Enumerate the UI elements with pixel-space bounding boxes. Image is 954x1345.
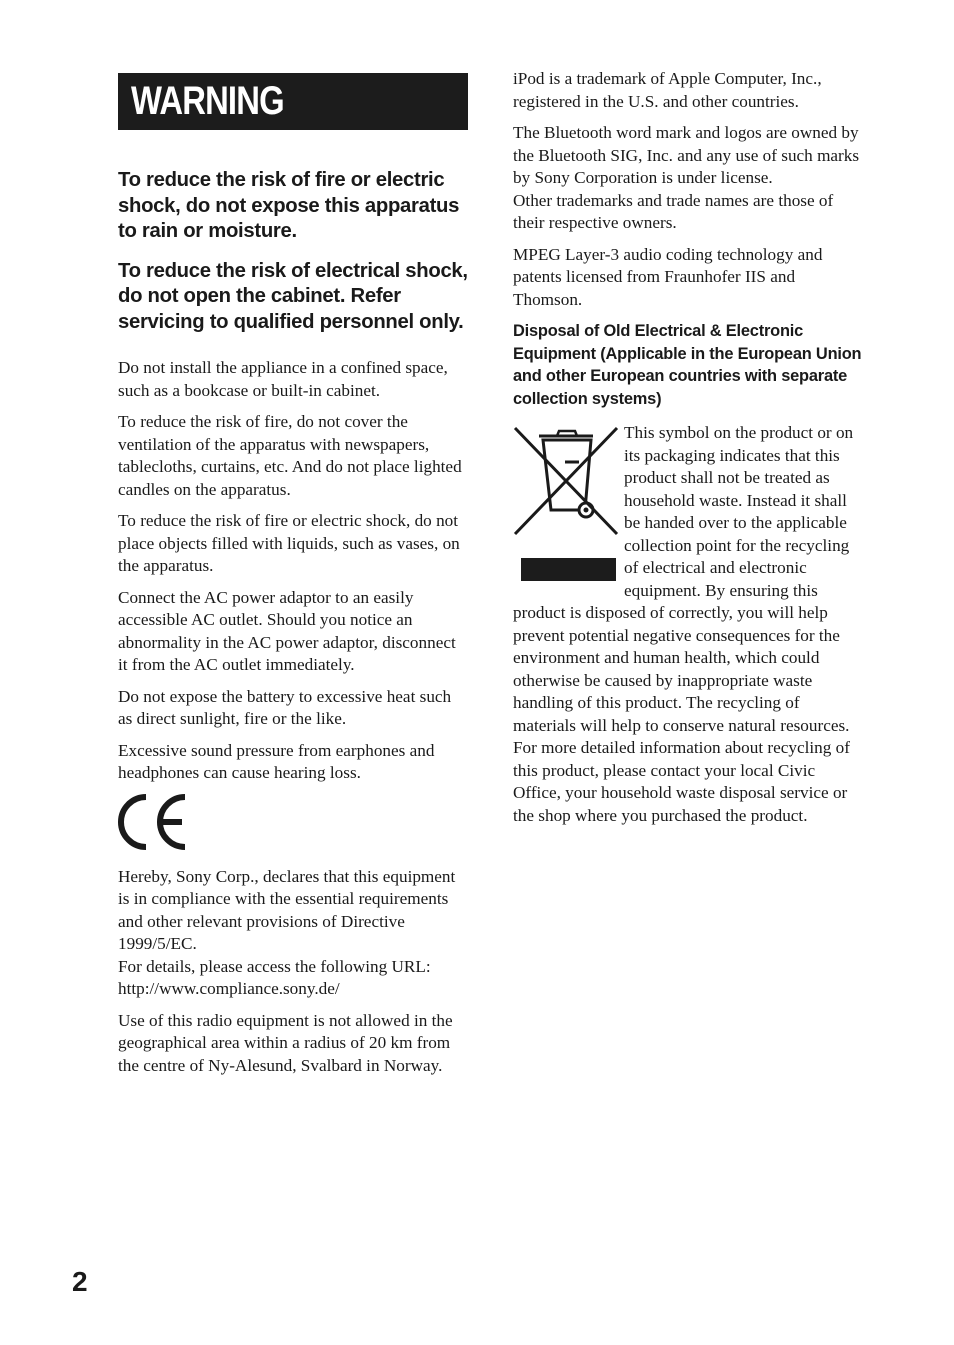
paragraph-radio-restriction: Use of this radio equipment is not allowed in the geographical area within a radius of 20 km from the centre of Ny-Alesund, Svalbard in Norway. — [118, 1010, 453, 1075]
paragraph-ac-adaptor: Connect the AC power adaptor to an easily accessible AC outlet. Should you notice an abnormality in the AC power adaptor, disconnect it from the AC outlet immediately. — [118, 587, 456, 674]
trademark-bluetooth — [513, 122, 865, 235]
warning-open-cabinet: To reduce the risk of electrical shock, do not open the cabinet. Refer servicing to qualified personnel only. — [118, 259, 468, 333]
page-number: 2 — [72, 1266, 88, 1297]
ce-mark-icon — [116, 794, 188, 850]
declaration-url-label: For details, please access the following URL: — [118, 956, 431, 976]
paragraph-ventilation: To reduce the risk of fire, do not cover the ventilation of the apparatus with newspapers, tablecloths, curtains, etc. And do not place lighted candles on the apparatus. — [118, 412, 462, 499]
right-column — [513, 68, 865, 836]
warning-rain-moisture: To reduce the risk of fire or electric shock, do not expose this apparatus to rain or moisture. — [118, 169, 460, 242]
paragraph-hearing-loss: Excessive sound pressure from earphones and headphones can cause hearing loss. — [118, 740, 435, 782]
trademark-ipod: iPod is a trademark of Apple Computer, Inc., registered in the U.S. and other countries. — [513, 69, 822, 111]
declaration-text: Hereby, Sony Corp., declares that this equipment is in compliance with the essential requirements and other relevant provisions of Directive 1999/5/EC. — [118, 866, 456, 953]
left-column — [118, 73, 468, 1086]
warning-banner — [118, 73, 468, 130]
disposal-text: This symbol on the product or on its packaging indicates that this product shall not be treated as household waste. Instead it shall be handed over to the applicable collection point for the recycling of electrical and electronic equipment. By ensuring this product is disposed of correctly, you will help prevent potential negative consequences for the environment and human health, which could otherwise be caused by inappropriate waste handling of this product. The recycling of materials will help to conserve natural resources. For more detailed information about recycling of this product, please contact your local Civic Office, your household waste disposal service or the shop where you purchased the product. — [513, 423, 854, 825]
trademark-other-text: Other trademarks and trade names are those of their respective owners. — [513, 190, 834, 232]
mpeg-license: MPEG Layer-3 audio coding technology and patents licensed from Fraunhofer IIS and Thomson. — [513, 244, 823, 309]
paragraph-battery-heat: Do not expose the battery to excessive heat such as direct sunlight, fire or the like. — [118, 686, 452, 728]
disposal-section — [513, 422, 865, 827]
declaration-of-conformity — [118, 866, 468, 1001]
warning-title: WARNING — [131, 79, 284, 123]
crossed-out-wheelie-bin-icon — [513, 422, 621, 592]
paragraph-confined-space: Do not install the appliance in a confined space, such as a bookcase or built-in cabinet. — [118, 358, 448, 400]
disposal-heading: Disposal of Old Electrical & Electronic Equipment (Applicable in the European Union and other European countries with separate collection systems) — [513, 322, 862, 408]
paragraph-liquids: To reduce the risk of fire or electric shock, do not place objects filled with liquids, such as vases, on the apparatus. — [118, 511, 460, 575]
trademark-bluetooth-text: The Bluetooth word mark and logos are owned by the Bluetooth SIG, Inc. and any use of such marks by Sony Corporation is under license. — [513, 123, 860, 187]
compliance-url[interactable]: http://www.compliance.sony.de/ — [118, 979, 340, 998]
bin-underline-bar — [521, 558, 616, 581]
